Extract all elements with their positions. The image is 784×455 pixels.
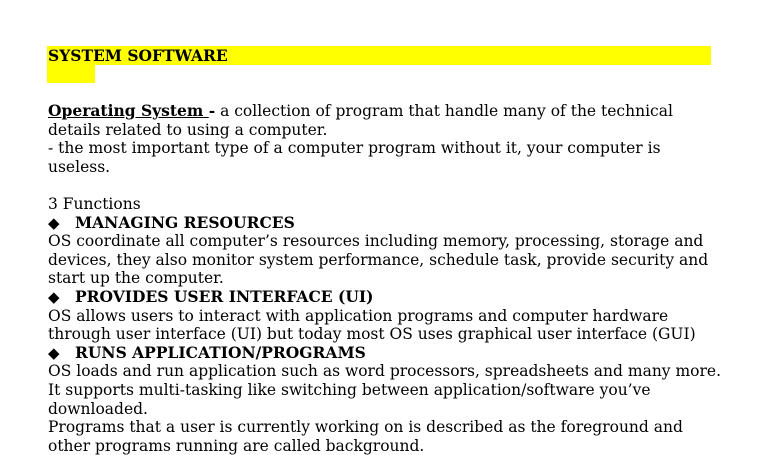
os-term-dash: - xyxy=(208,101,216,120)
function-1-line-1: OS coordinate all computer’s resources including memory, processing, storage and xyxy=(48,232,704,251)
function-3-line-3: downloaded. xyxy=(48,399,148,418)
function-3-line-5: other programs running are called background. xyxy=(48,436,425,455)
function-heading-2 xyxy=(48,288,748,307)
function-1-line-2: devices, they also monitor system performance, schedule task, provide security and xyxy=(48,250,709,269)
diamond-bullet-icon: ◆ xyxy=(48,343,60,362)
function-2-line-2: through user interface (UI) but today most OS uses graphical user interface (GUI) xyxy=(48,325,696,344)
document-body xyxy=(48,102,748,455)
function-title: RUNS APPLICATION/PROGRAMS xyxy=(75,342,366,362)
function-heading-3 xyxy=(48,344,748,363)
function-heading-1 xyxy=(48,214,748,233)
os-definition-line-4: useless. xyxy=(48,157,111,176)
os-definition-line-2: details related to using a computer. xyxy=(48,120,328,139)
function-title: MANAGING RESOURCES xyxy=(75,212,295,232)
function-2-line-1: OS allows users to interact with application programs and computer hardware xyxy=(48,306,669,325)
os-term: Operating System xyxy=(48,101,209,120)
os-definition-line-3: - the most important type of a computer program without it, your computer is xyxy=(48,139,661,158)
os-definition-line-1 xyxy=(48,102,748,121)
function-1-line-3: start up the computer. xyxy=(48,269,224,288)
function-3-line-1: OS loads and run application such as word processors, spreadsheets and many more. xyxy=(48,362,722,381)
blank-line xyxy=(48,176,748,195)
function-3-line-2: It supports multi-tasking like switching between application/software you’ve xyxy=(48,380,651,399)
diamond-bullet-icon: ◆ xyxy=(48,287,60,306)
diamond-bullet-icon: ◆ xyxy=(48,213,60,232)
os-definition-text: a collection of program that handle many of the technical xyxy=(215,102,673,120)
heading-highlight-tail xyxy=(47,65,95,83)
section-heading: SYSTEM SOFTWARE xyxy=(48,46,228,65)
function-3-line-4: Programs that a user is currently working on is described as the foreground and xyxy=(48,418,683,437)
function-title: PROVIDES USER INTERFACE (UI) xyxy=(75,286,374,306)
functions-title: 3 Functions xyxy=(48,194,141,213)
